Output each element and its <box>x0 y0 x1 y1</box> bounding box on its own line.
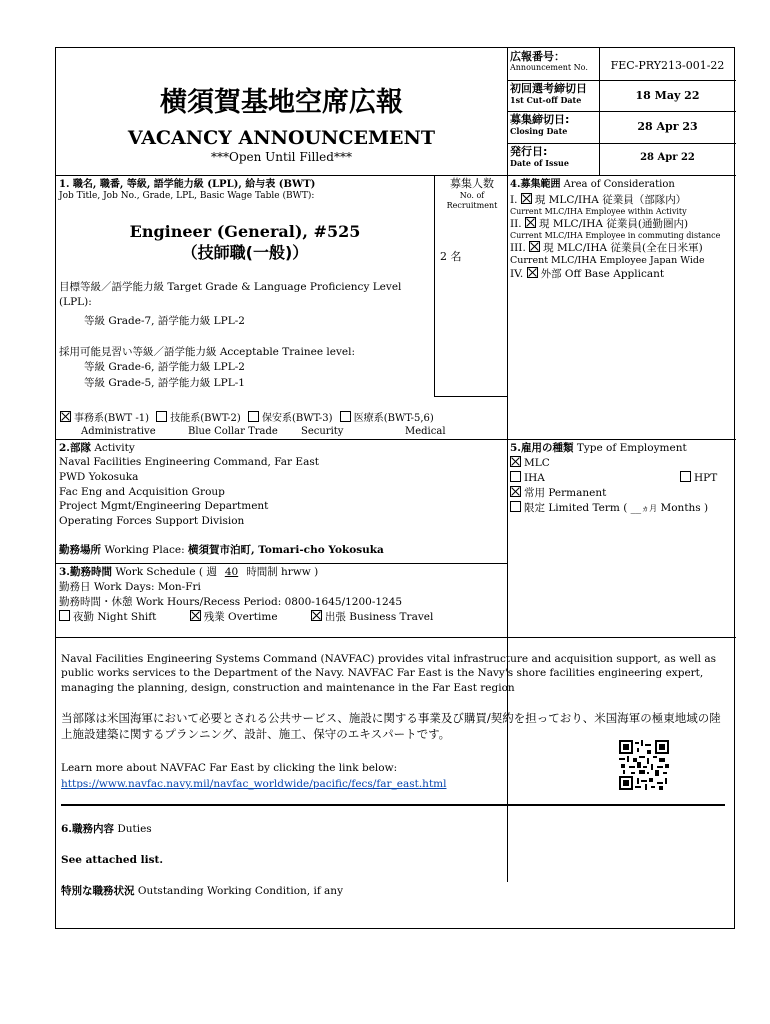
checkbox-checked-icon[interactable] <box>521 193 532 204</box>
closing-date-value: 28 Apr 23 <box>637 120 698 133</box>
business-travel-option[interactable]: 出張 Business Travel <box>311 611 433 623</box>
activity-line: PWD Yokosuka <box>59 470 139 483</box>
checkbox-checked-icon[interactable] <box>510 456 521 467</box>
section1 <box>59 178 434 202</box>
issue-date-label: 発行日: Date of Issue <box>510 145 569 168</box>
cutoff-date-label: 初回選考締切日 1st Cut-off Date <box>510 82 587 105</box>
area-option-4[interactable]: IV. 外部 Off Base Applicant <box>510 268 665 280</box>
checkbox-checked-icon[interactable] <box>527 267 538 278</box>
checkbox-icon[interactable] <box>510 501 521 512</box>
bwt-admin-sub: Administrative <box>81 426 156 437</box>
activity-line: Operating Forces Support Division <box>59 515 245 528</box>
checkbox-icon[interactable] <box>680 471 691 482</box>
section3: 3.勤務時間 Work Schedule ( 週 40 時間制 hrww ) 勤務日 Work Days: Mon-Fri 勤務時間・休憩 Work Hours/Recess Period: 0800-1645/1200-1245 夜勤 Night Shift 残業 Overtime 出張 Business Travel <box>59 565 504 625</box>
checkbox-icon[interactable] <box>59 610 70 621</box>
section6-heading: 6.職務内容 <box>61 823 114 835</box>
special-conditions-label: 特別な職務状況 <box>61 885 135 897</box>
iha-option[interactable]: IHA HPT <box>510 471 734 486</box>
announcement-no-value: FEC-PRY213-001-22 <box>610 59 725 72</box>
qr-code-icon <box>619 740 669 790</box>
overtime-option[interactable]: 残業 Overtime <box>190 611 278 623</box>
target-grade-label: 目標等級／語学能力級 Target Grade & Language Proficiency Level (LPL): <box>59 281 402 308</box>
bwt-medical-sub: Medical <box>405 426 446 437</box>
limited-term-option[interactable]: 限定 Limited Term ( __ヵ月 Months ) <box>510 501 734 516</box>
activity-line: Fac Eng and Acquisition Group <box>59 485 225 498</box>
workplace-label: 勤務場所 <box>59 543 101 556</box>
section1-heading: 1. 職名, 職番, 等級, 語学能力級 (LPL), 給与表 (BWT) <box>59 179 316 190</box>
column-divider <box>507 48 508 882</box>
bwt-trade-option[interactable]: 技能系(BWT-2) <box>156 413 241 424</box>
recruitment-label: 募集人数 <box>450 177 494 190</box>
closing-date-label: 募集締切日: Closing Date <box>510 113 570 136</box>
separator-line <box>61 804 725 806</box>
section3-heading: 3.勤務時間 <box>59 566 112 578</box>
section1-heading-en: Job Title, Job No., Grade, LPL, Basic Wage Table (BWT): <box>59 191 315 201</box>
recruitment-label-en: No. of Recruitment <box>446 191 498 210</box>
checkbox-icon[interactable] <box>340 411 351 422</box>
recruitment-box <box>438 177 506 211</box>
bwt-trade-sub: Blue Collar Trade <box>188 426 278 437</box>
bwt-options <box>60 411 505 426</box>
area-option-2[interactable]: II. 現 MLC/IHA 従業員(通勤圏内) <box>510 218 689 230</box>
navfac-description-en: Naval Facilities Engineering Systems Command (NAVFAC) provides vital infrastructure and acquisition support, as well as public works services to the Department of the Navy. NAVFAC Far East is the Navy's shore facilities engineering expert, managing the planning, design, construction and maintenance in the Far East region <box>61 653 716 694</box>
job-title-jp: （技師職(一般)） <box>181 243 309 262</box>
work-hours: 勤務時間・休憩 Work Hours/Recess Period: 0800-1645/1200-1245 <box>59 596 403 608</box>
vacancy-announcement-form <box>55 47 735 929</box>
trainee-level-label: 採用可能見習い等級／語学能力級 Acceptable Trainee level: <box>59 346 356 358</box>
checkbox-checked-icon[interactable] <box>311 610 322 621</box>
trainee-level-2: 等級 Grade-5, 語学能力級 LPL-1 <box>84 377 245 389</box>
activity-line: Naval Facilities Engineering Command, Far East <box>59 456 319 468</box>
job-title: Engineer (General), #525 <box>129 222 361 241</box>
night-shift-option[interactable]: 夜勤 Night Shift <box>59 611 156 623</box>
bwt-medical-option[interactable]: 医療系(BWT-5,6) <box>340 413 434 424</box>
section2-heading: 2.部隊 <box>59 442 91 454</box>
learn-more-text: Learn more about NAVFAC Far East by clicking the link below: <box>61 762 398 774</box>
title-english: VACANCY ANNOUNCEMENT <box>127 127 436 149</box>
target-grade-value: 等級 Grade-7, 語学能力級 LPL-2 <box>84 315 245 327</box>
section4-heading: 4.募集範囲 <box>510 179 561 190</box>
checkbox-checked-icon[interactable] <box>190 610 201 621</box>
section6-heading-row: 6.職務内容 Duties <box>61 823 152 835</box>
trainee-level-1: 等級 Grade-6, 語学能力級 LPL-2 <box>84 361 245 373</box>
recruitment-count: 2 名 <box>440 250 462 263</box>
checkbox-checked-icon[interactable] <box>60 411 71 422</box>
checkbox-checked-icon[interactable] <box>525 217 536 228</box>
weekly-hours: 40 <box>224 566 239 578</box>
issue-date-value: 28 Apr 22 <box>640 152 695 163</box>
activity-line: Project Mgmt/Engineering Department <box>59 500 269 513</box>
special-conditions-row: 特別な職務状況 Outstanding Working Condition, if any <box>61 885 343 897</box>
subtitle: ***Open Until Filled*** <box>211 150 352 164</box>
section4: 4.募集範囲 Area of Consideration I. 現 MLC/IHA 従業員（部隊内） Current MLC/IHA Employee within Activity II. 現 MLC/IHA 従業員(通勤圏内) Current MLC/IHA Employee in commuting distance III. 現 MLC/IHA 従業員(全在日米軍) Current MLC/IHA Employee Japan Wide IV. 外部 Off Base Applicant <box>510 178 734 281</box>
checkbox-icon[interactable] <box>156 411 167 422</box>
bwt-security-sub: Security <box>301 426 344 437</box>
section5-heading: 5.雇用の種類 <box>510 442 574 454</box>
hpt-option[interactable]: HPT <box>680 471 717 486</box>
checkbox-icon[interactable] <box>248 411 259 422</box>
bwt-admin-option[interactable]: 事務系(BWT -1) <box>60 413 149 424</box>
section2: 2.部隊 Activity Naval Facilities Engineering Command, Far East PWD Yokosuka Fac Eng and Acquisition Group Project Mgmt/Engineering Department Operating Forces Support Division 勤務場所 Working Place: 横須賀市泊町, Tomari-cho Yokosuka <box>59 441 504 557</box>
checkbox-checked-icon[interactable] <box>529 241 540 252</box>
checkbox-checked-icon[interactable] <box>510 486 521 497</box>
section5: 5.雇用の種類 Type of Employment MLC IHA HPT 常用 Permanent 限定 Limited Term ( __ヵ月 Months ) <box>510 441 734 516</box>
workplace-value: 横須賀市泊町, Tomari-cho Yokosuka <box>187 543 384 556</box>
permanent-option[interactable]: 常用 Permanent <box>510 486 734 501</box>
navfac-description-jp: 当部隊は米国海軍において必要とされる公共サービス、施設に関する事業及び購買/契約を担っており、米国海軍の極東地域の陸上施設建築に関するプランニング、設計、施工、保守のエキスパートです。 <box>61 711 721 741</box>
mlc-option[interactable]: MLC <box>510 456 734 471</box>
see-attached: See attached list. <box>61 854 164 866</box>
area-option-1[interactable]: I. 現 MLC/IHA 従業員（部隊内） <box>510 194 687 206</box>
work-days: 勤務日 Work Days: Mon-Fri <box>59 581 201 593</box>
title-japanese: 横須賀基地空席広報 <box>160 87 403 118</box>
bwt-security-option[interactable]: 保安系(BWT-3) <box>248 413 333 424</box>
announcement-no-label: 広報番号： Announcement No. <box>510 50 588 72</box>
area-option-3[interactable]: III. 現 MLC/IHA 従業員(全在日米軍) <box>510 242 703 254</box>
navfac-link[interactable]: https://www.navfac.navy.mil/navfac_worldwide/pacific/fecs/far_east.html <box>61 778 447 790</box>
cutoff-date-value: 18 May 22 <box>635 89 700 102</box>
checkbox-icon[interactable] <box>510 471 521 482</box>
